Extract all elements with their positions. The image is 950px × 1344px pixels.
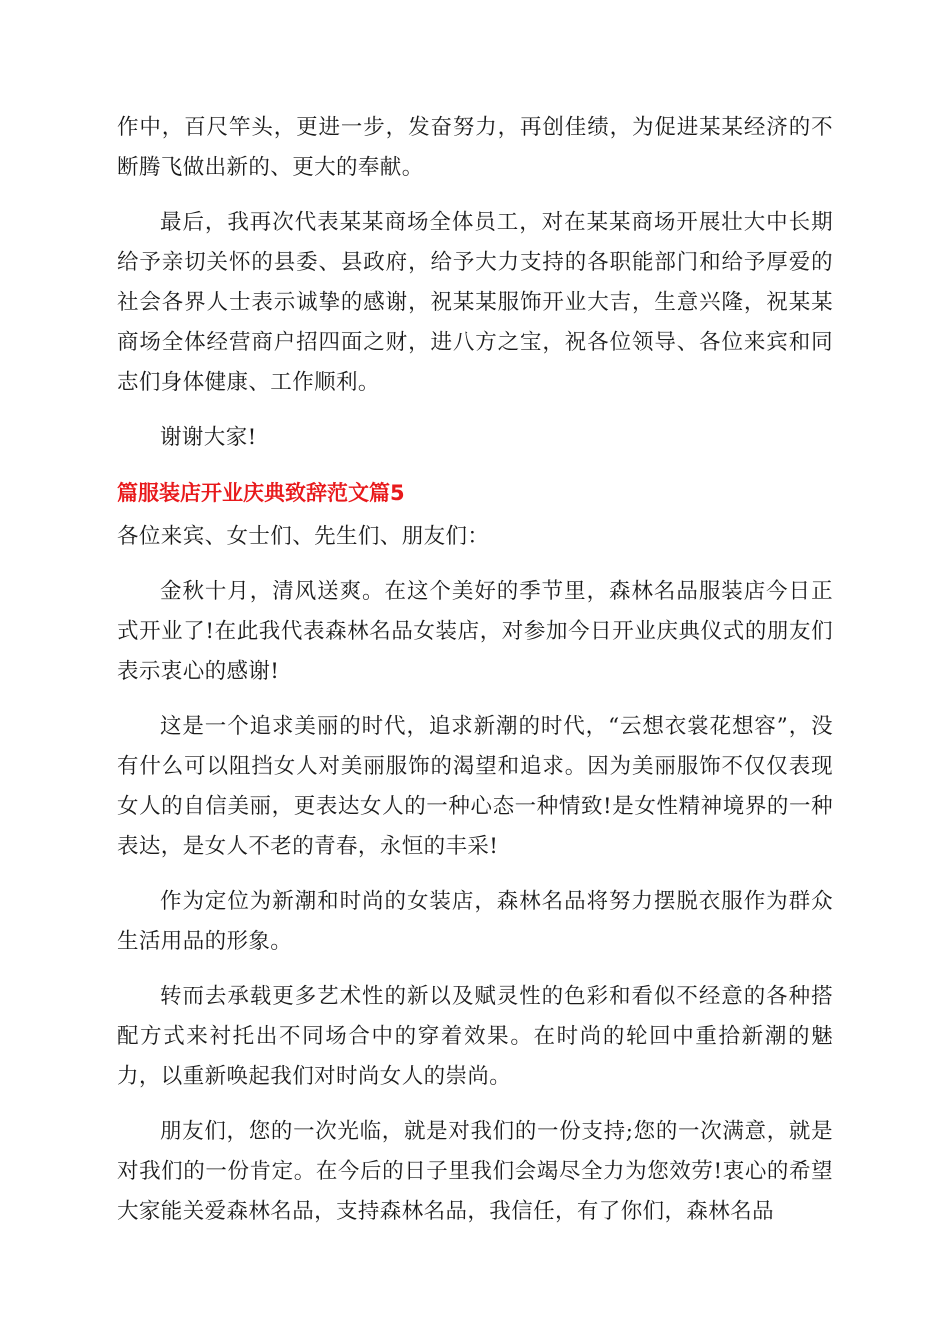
paragraph-opening: 金秋十月，清风送爽。在这个美好的季节里，森林名品服装店今日正式开业了!在此我代表森林名品女装店，对参加今日开业庆典仪式的朋友们表示衷心的感谢! [117,579,833,684]
paragraph-artistry: 转而去承载更多艺术性的新以及赋灵性的色彩和看似不经意的各种搭配方式来衬托出不同场合中的穿着效果。在时尚的轮回中重拾新潮的魅力，以重新唤起我们对时尚女人的崇尚。 [117,984,833,1089]
salutation: 各位来宾、女士们、先生们、朋友们： [117,524,490,549]
paragraph-beauty-era: 这是一个追求美丽的时代，追求新潮的时代，“云想衣裳花想容”，没有什么可以阻挡女人对美丽服饰的渴望和追求。因为美丽服饰不仅仅表现女人的自信美丽，更表达女人的一种心态一种情致!是女性精神境界的一种表达，是女人不老的青春，永恒的丰采! [117,714,833,859]
paragraph-friends: 朋友们，您的一次光临，就是对我们的一份支持;您的一次满意，就是对我们的一份肯定。在今后的日子里我们会竭尽全力为您效劳!衷心的希望大家能关爱森林名品，支持森林名品，我信任，有了你们，森林名品 [117,1119,833,1224]
paragraph-thank-you: 谢谢大家! [160,425,257,450]
section-heading: 篇服装店开业庆典致辞范文篇5 [117,481,405,505]
paragraph-closing-thanks: 最后，我再次代表某某商场全体员工，对在某某商场开展壮大中长期给予亲切关怀的县委、县政府，给予大力支持的各职能部门和给予厚爱的社会各界人士表示诚挚的感谢，祝某某服饰开业大吉，生意兴隆，祝某某商场全体经营商户招四面之财，进八方之宝，祝各位领导、各位来宾和同志们身体健康、工作顺利。 [117,210,833,395]
paragraph-continuation: 作中，百尺竿头，更进一步，发奋努力，再创佳绩，为促进某某经济的不断腾飞做出新的、更大的奉献。 [117,115,833,180]
paragraph-positioning: 作为定位为新潮和时尚的女装店，森林名品将努力摆脱衣服作为群众生活用品的形象。 [117,889,833,954]
document-page [117,108,833,1232]
